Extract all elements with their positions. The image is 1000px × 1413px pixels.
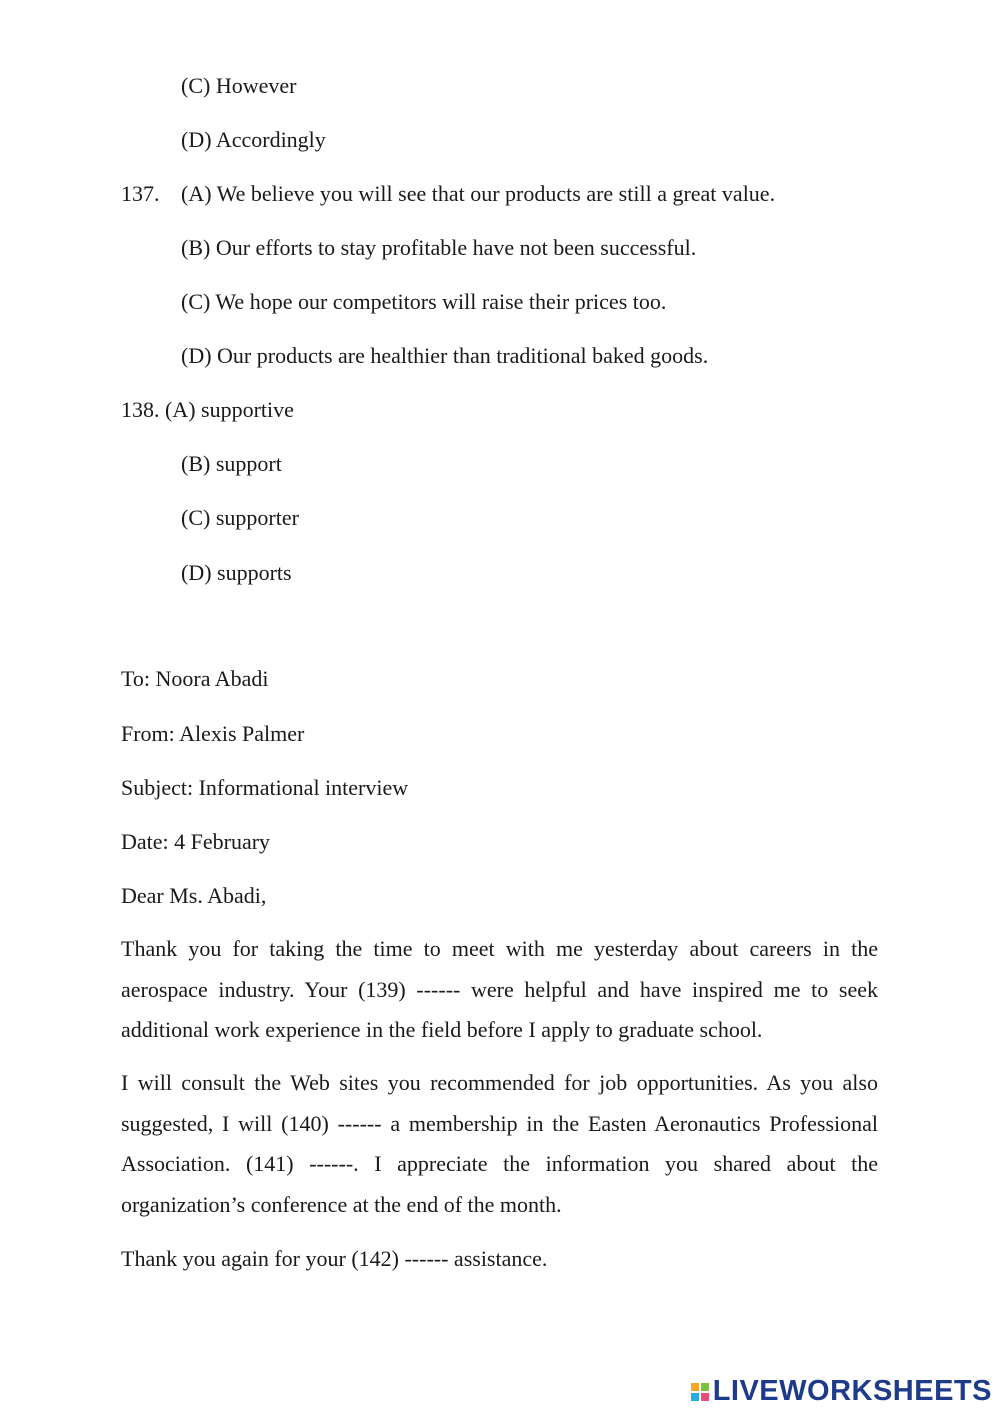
q138-option-d: (D) supports bbox=[181, 560, 292, 585]
q138-option-c: (C) supporter bbox=[181, 505, 299, 530]
q137-option-a: (A) We believe you will see that our products are still a great value. bbox=[181, 181, 776, 206]
email-to: To: Noora Abadi bbox=[121, 666, 269, 691]
q137-option-b: (B) Our efforts to stay profitable have not been successful. bbox=[181, 235, 697, 260]
logo-square bbox=[701, 1383, 709, 1391]
logo-square bbox=[691, 1393, 699, 1401]
q136-option-c: (C) However bbox=[181, 73, 297, 98]
email-date: Date: 4 February bbox=[121, 829, 271, 854]
email-from: From: Alexis Palmer bbox=[121, 721, 305, 746]
email-subject: Subject: Informational interview bbox=[121, 775, 409, 800]
logo-square bbox=[701, 1393, 709, 1401]
email-paragraph-1: Thank you for taking the time to meet with me yesterday about careers in the aerospace industry. Your (139) ------ were helpful and have inspired me to seek additional work experience in the field before I apply to graduate school. bbox=[121, 936, 878, 1042]
q137-number: 137. bbox=[121, 181, 160, 206]
q136-option-d: (D) Accordingly bbox=[181, 127, 326, 152]
email-paragraph-3: Thank you again for your (142) ------ assistance. bbox=[121, 1246, 548, 1271]
logo-text: LIVEWORKSHEETS bbox=[712, 1375, 992, 1407]
q138-option-a: 138. (A) supportive bbox=[121, 397, 294, 422]
logo-grid-icon bbox=[691, 1383, 709, 1401]
q137-option-c: (C) We hope our competitors will raise their prices too. bbox=[181, 289, 667, 314]
email-paragraph-2: I will consult the Web sites you recommended for job opportunities. As you also suggested, I will (140) ------ a membership in the Easten Aeronautics Professional Association. (141) ------. I appreciate the information you shared about the organization’s conference at the end of the month. bbox=[121, 1070, 878, 1217]
q138-option-b: (B) support bbox=[181, 451, 282, 476]
q137-option-d: (D) Our products are healthier than traditional baked goods. bbox=[181, 343, 709, 368]
email-greeting: Dear Ms. Abadi, bbox=[121, 883, 267, 908]
logo-square bbox=[691, 1383, 699, 1391]
liveworksheets-logo bbox=[691, 1375, 992, 1408]
